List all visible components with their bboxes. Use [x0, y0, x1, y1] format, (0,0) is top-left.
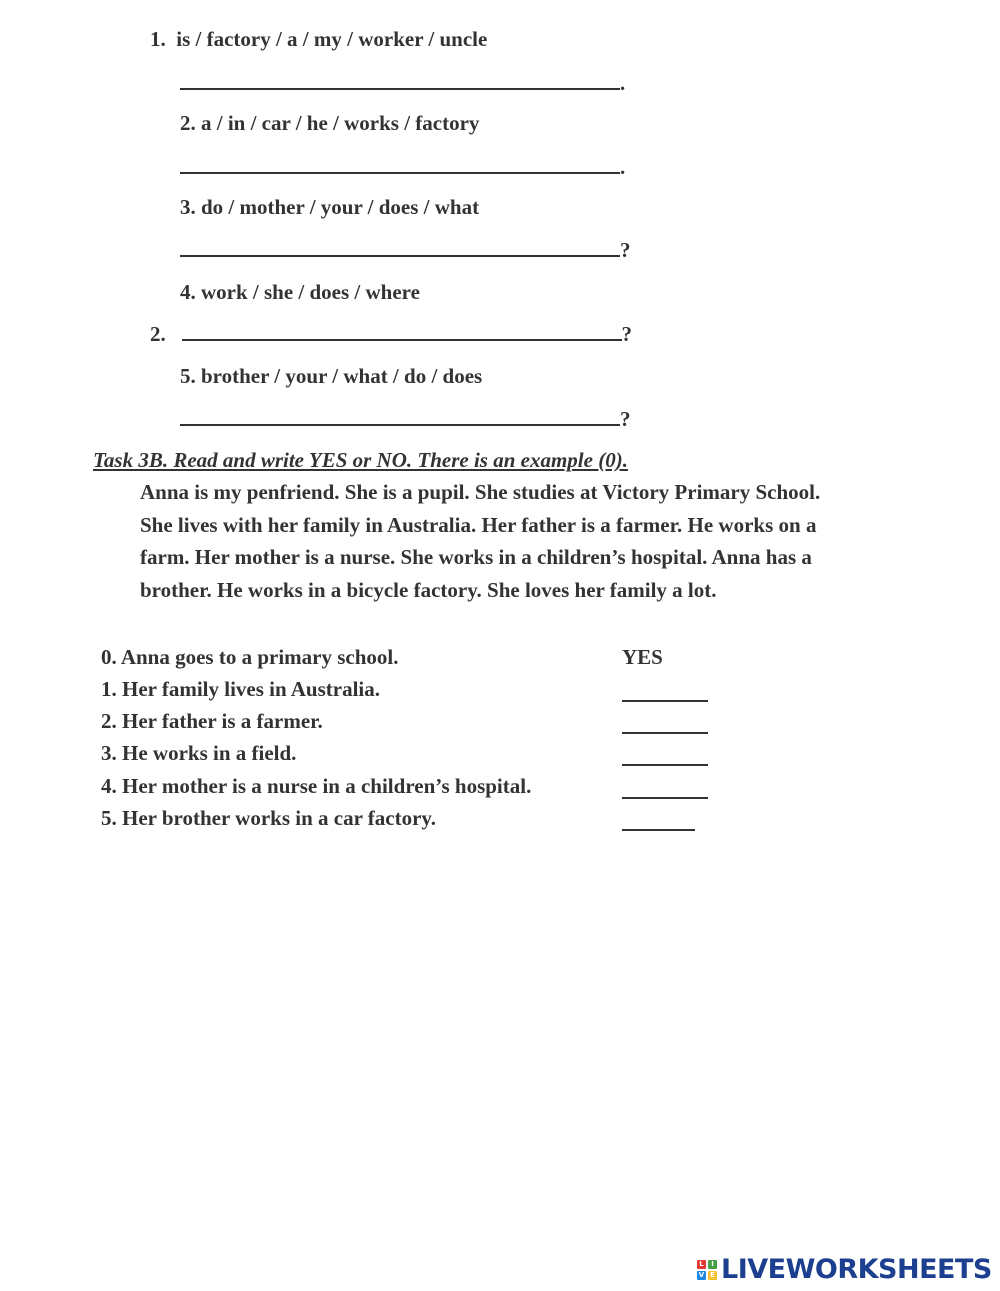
statement-3-answer-blank[interactable] — [622, 743, 708, 770]
item-2-answer-line[interactable] — [180, 157, 625, 178]
statement-3: 3. He works in a field. — [101, 741, 297, 765]
end-punctuation: . — [620, 155, 626, 179]
passage-line: brother. He works in a bicycle factory. She loves her family a lot. — [140, 577, 717, 602]
logo-blocks-icon: L I V E — [697, 1260, 717, 1280]
statement-0-answer: YES — [622, 645, 663, 669]
end-punctuation: ? — [621, 322, 632, 346]
answer-blank — [180, 88, 620, 90]
passage-line: She lives with her family in Australia. Her father is a farmer. He works on a — [140, 512, 817, 537]
passage-line: farm. Her mother is a nurse. She works in a children’s hospital. Anna has a — [140, 545, 812, 569]
statement-2: 2. Her father is a farmer. — [101, 709, 323, 733]
item-1-answer-line[interactable] — [180, 73, 625, 94]
item-1-number: 1. — [150, 27, 166, 51]
item-4-answer-line[interactable] — [150, 324, 632, 345]
end-punctuation: ? — [620, 407, 631, 431]
logo-text: LIVEWORKSHEETS — [721, 1254, 992, 1285]
statement-0: 0. Anna goes to a primary school. — [101, 645, 399, 669]
item-3-prompt: 3. do / mother / your / does / what — [180, 195, 480, 219]
liveworksheets-logo[interactable] — [697, 1254, 992, 1285]
item-5-prompt: 5. brother / your / what / do / does — [180, 364, 483, 388]
statement-2-answer-blank[interactable] — [622, 711, 708, 738]
item-3-answer-line[interactable] — [180, 240, 631, 261]
answer-blank — [180, 424, 620, 426]
statement-4-answer-blank[interactable] — [622, 776, 708, 803]
task-3b-title: Task 3B. Read and write YES or NO. There is an example (0). — [93, 448, 628, 472]
statement-1: 1. Her family lives in Australia. — [101, 677, 381, 701]
statement-5-answer-blank[interactable] — [622, 808, 695, 835]
list-marker: 2. — [150, 322, 166, 346]
item-2-prompt: 2. a / in / car / he / works / factory — [180, 111, 480, 135]
answer-blank — [182, 339, 622, 341]
item-1-prompt — [150, 29, 487, 50]
item-1-words: is / factory / a / my / worker / uncle — [176, 27, 488, 51]
answer-blank — [180, 255, 620, 257]
statement-5: 5. Her brother works in a car factory. — [101, 806, 436, 830]
item-4-prompt: 4. work / she / does / where — [180, 280, 420, 304]
reading-passage — [140, 476, 940, 606]
item-5-answer-line[interactable] — [180, 409, 631, 430]
statement-4: 4. Her mother is a nurse in a children’s hospital. — [101, 774, 532, 798]
end-punctuation: ? — [620, 238, 631, 262]
answer-blank — [180, 172, 620, 174]
passage-line: Anna is my penfriend. She is a pupil. She studies at Victory Primary School. — [140, 480, 821, 504]
statement-1-answer-blank[interactable] — [622, 679, 708, 706]
end-punctuation: . — [620, 71, 626, 95]
